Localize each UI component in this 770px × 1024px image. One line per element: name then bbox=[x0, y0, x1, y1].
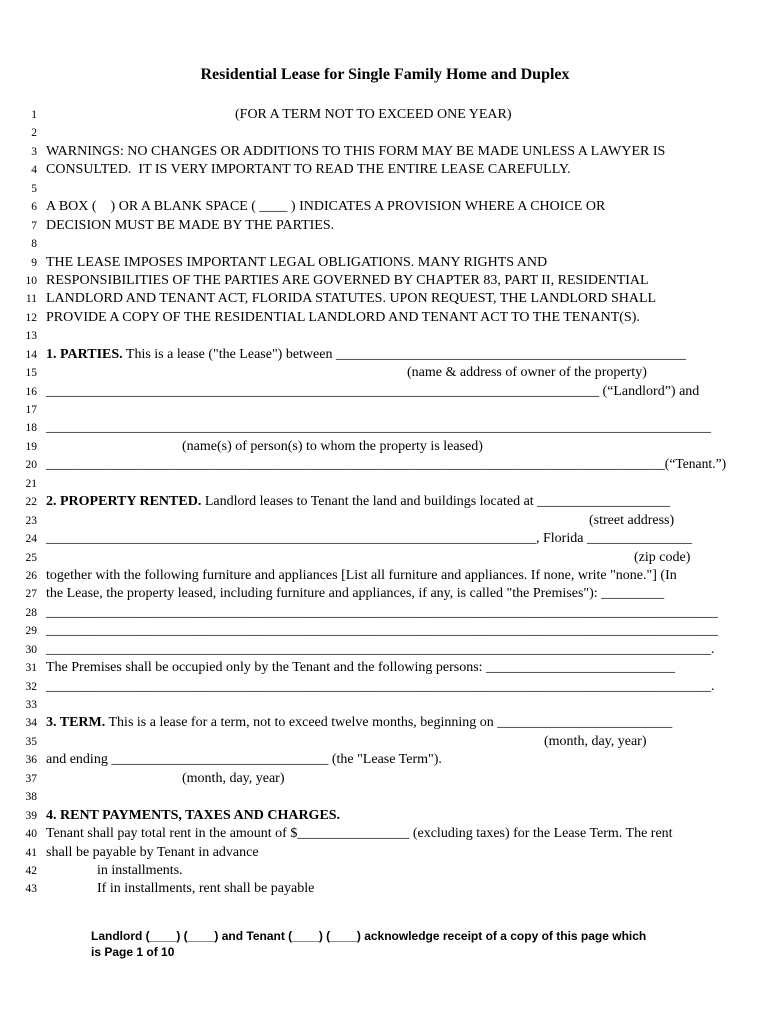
text-segment: ________________________________________________________________________________________________ bbox=[46, 604, 718, 620]
lease-line bbox=[0, 456, 770, 474]
text-segment: _______________________________________________________________________________________________ bbox=[46, 420, 711, 436]
line-text bbox=[46, 309, 640, 327]
line-number: 15 bbox=[25, 367, 37, 380]
document-title: Residential Lease for Single Family Home and Duplex bbox=[200, 66, 570, 83]
lease-line bbox=[0, 825, 770, 843]
lease-line bbox=[0, 475, 770, 493]
line-number: 11 bbox=[25, 293, 37, 306]
lease-line bbox=[0, 604, 770, 622]
line-text bbox=[46, 383, 699, 401]
line-text bbox=[46, 678, 715, 696]
lease-line bbox=[0, 346, 770, 364]
line-number: 34 bbox=[25, 717, 37, 730]
line-number: 9 bbox=[31, 256, 37, 269]
line-number: 14 bbox=[25, 348, 37, 361]
line-text bbox=[46, 825, 673, 843]
line-number: 18 bbox=[25, 422, 37, 435]
line-text bbox=[46, 807, 340, 825]
lease-line bbox=[0, 235, 770, 253]
section-heading: 1. PARTIES. bbox=[46, 346, 123, 362]
line-number: 5 bbox=[31, 182, 37, 195]
lease-line bbox=[0, 290, 770, 308]
line-number: 29 bbox=[25, 625, 37, 638]
text-segment: PROVIDE A COPY OF THE RESIDENTIAL LANDLORD AND TENANT ACT TO THE TENANT(S). bbox=[46, 309, 640, 325]
text-segment: the Lease, the property leased, including furniture and appliances, if any, is called "the Premises"): _________ bbox=[46, 586, 665, 602]
lease-line bbox=[0, 530, 770, 548]
text-segment: A BOX ( ) OR A BLANK SPACE ( ____ ) INDICATES A PROVISION WHERE A CHOICE OR bbox=[46, 199, 606, 215]
lease-line bbox=[0, 807, 770, 825]
line-number: 1 bbox=[31, 109, 37, 121]
line-text bbox=[589, 512, 674, 530]
line-number: 37 bbox=[25, 772, 37, 785]
text-segment: together with the following furniture and appliances [List all furniture and appliances. If none, write "none."] (In bbox=[46, 567, 677, 583]
text-segment: Tenant shall pay total rent in the amount of $________________ (excluding taxes) for the Lease Term. The rent bbox=[46, 826, 673, 842]
line-number: 41 bbox=[25, 846, 37, 859]
line-number: 38 bbox=[25, 791, 37, 804]
lease-line bbox=[0, 272, 770, 290]
line-text bbox=[407, 364, 647, 382]
line-number: 4 bbox=[31, 164, 37, 177]
line-number: 30 bbox=[25, 643, 37, 656]
lease-line bbox=[0, 124, 770, 142]
line-number: 42 bbox=[25, 864, 37, 877]
text-segment: THE LEASE IMPOSES IMPORTANT LEGAL OBLIGATIONS. MANY RIGHTS AND bbox=[46, 254, 548, 270]
line-text bbox=[46, 419, 711, 437]
line-number: 40 bbox=[25, 828, 37, 841]
section-heading: 2. PROPERTY RENTED. bbox=[46, 494, 202, 510]
lease-line bbox=[0, 714, 770, 732]
text-segment: in installments. bbox=[97, 862, 183, 878]
line-text bbox=[182, 438, 483, 456]
lease-line bbox=[0, 254, 770, 272]
text-segment: RESPONSIBILITIES OF THE PARTIES ARE GOVERNED BY CHAPTER 83, PART II, RESIDENTIAL bbox=[46, 272, 649, 288]
text-segment: (month, day, year) bbox=[182, 770, 285, 786]
line-number: 32 bbox=[25, 680, 37, 693]
text-segment: This is a lease for a term, not to exceed twelve months, beginning on _________________________ bbox=[105, 715, 673, 731]
lease-line bbox=[0, 419, 770, 437]
line-number: 39 bbox=[25, 809, 37, 822]
text-segment: _______________________________________________________________________________ (“Landlord”) and bbox=[46, 383, 700, 399]
text-segment: Landlord leases to Tenant the land and buildings located at ___________________ bbox=[201, 494, 671, 510]
text-segment: (street address) bbox=[589, 512, 675, 528]
line-number: 23 bbox=[25, 514, 37, 527]
line-text bbox=[46, 290, 656, 308]
lease-line bbox=[0, 622, 770, 640]
section-heading: 3. TERM. bbox=[46, 715, 106, 731]
footer-page-number: is Page 1 of 10 bbox=[91, 945, 175, 959]
text-segment: (month, day, year) bbox=[544, 733, 647, 749]
line-number: 19 bbox=[25, 440, 37, 453]
line-text bbox=[46, 622, 718, 640]
line-number: 3 bbox=[31, 145, 37, 158]
text-segment: CONSULTED. IT IS VERY IMPORTANT TO READ THE ENTIRE LEASE CAREFULLY. bbox=[46, 162, 571, 178]
line-text bbox=[97, 880, 314, 898]
line-text bbox=[46, 198, 605, 216]
line-text bbox=[544, 733, 647, 751]
line-number: 13 bbox=[25, 330, 37, 343]
lease-body bbox=[0, 106, 770, 899]
lease-line bbox=[0, 309, 770, 327]
line-text bbox=[46, 844, 259, 862]
line-number: 43 bbox=[25, 883, 37, 896]
text-segment: The Premises shall be occupied only by the Tenant and the following persons: ___________________________ bbox=[46, 660, 676, 676]
lease-line bbox=[0, 862, 770, 880]
line-text bbox=[46, 272, 649, 290]
line-number: 20 bbox=[25, 459, 37, 472]
line-text bbox=[182, 770, 285, 788]
line-number: 36 bbox=[25, 754, 37, 767]
line-number: 35 bbox=[25, 735, 37, 748]
line-text bbox=[46, 161, 571, 179]
lease-line bbox=[0, 383, 770, 401]
text-segment: DECISION MUST BE MADE BY THE PARTIES. bbox=[46, 217, 335, 233]
lease-line bbox=[0, 143, 770, 161]
lease-line bbox=[0, 751, 770, 769]
lease-line bbox=[0, 493, 770, 511]
text-segment: (name & address of owner of the property) bbox=[407, 365, 647, 381]
section-heading: 4. RENT PAYMENTS, TAXES AND CHARGES. bbox=[46, 807, 341, 823]
text-segment: If in installments, rent shall be payable bbox=[97, 881, 315, 897]
line-number: 17 bbox=[25, 404, 37, 416]
lease-line bbox=[0, 733, 770, 751]
text-segment: shall be payable by Tenant in advance bbox=[46, 844, 259, 860]
lease-line bbox=[0, 180, 770, 198]
page-footer bbox=[91, 928, 711, 960]
lease-line bbox=[0, 217, 770, 235]
lease-line bbox=[0, 788, 770, 806]
text-segment: LANDLORD AND TENANT ACT, FLORIDA STATUTES. UPON REQUEST, THE LANDLORD SHALL bbox=[46, 291, 657, 307]
lease-line bbox=[0, 880, 770, 898]
lease-line bbox=[0, 585, 770, 603]
line-number: 6 bbox=[31, 201, 37, 214]
line-text bbox=[46, 714, 672, 732]
lease-line bbox=[0, 567, 770, 585]
lease-line bbox=[0, 401, 770, 419]
text-segment: (FOR A TERM NOT TO EXCEED ONE YEAR) bbox=[235, 107, 512, 122]
line-text bbox=[46, 585, 664, 603]
line-number: 25 bbox=[25, 551, 37, 564]
line-number: 28 bbox=[25, 606, 37, 619]
lease-line bbox=[0, 364, 770, 382]
line-number: 2 bbox=[31, 127, 37, 140]
lease-line bbox=[0, 549, 770, 567]
lease-line bbox=[0, 770, 770, 788]
text-segment: (name(s) of person(s) to whom the property is leased) bbox=[182, 438, 483, 454]
line-text bbox=[46, 217, 334, 235]
lease-line bbox=[0, 161, 770, 179]
footer-acknowledgement: Landlord (____) (____) and Tenant (____) (____) acknowledge receipt of a copy of this page which bbox=[91, 929, 647, 943]
line-number: 7 bbox=[31, 219, 37, 232]
text-segment: and ending _______________________________ (the "Lease Term"). bbox=[46, 752, 442, 768]
line-text bbox=[46, 493, 670, 511]
line-text bbox=[46, 530, 692, 548]
line-number: 12 bbox=[25, 311, 37, 324]
text-segment: ________________________________________________________________________________________________ bbox=[46, 623, 718, 639]
lease-line bbox=[0, 327, 770, 345]
line-text bbox=[46, 456, 726, 474]
lease-line bbox=[0, 512, 770, 530]
line-text bbox=[46, 567, 677, 585]
line-text bbox=[46, 641, 715, 659]
text-segment: _______________________________________________________________________________________________. bbox=[46, 678, 715, 694]
line-text bbox=[46, 751, 442, 769]
lease-line bbox=[0, 696, 770, 714]
line-text bbox=[97, 862, 183, 880]
line-text bbox=[46, 346, 686, 364]
lease-line bbox=[0, 678, 770, 696]
line-text bbox=[46, 659, 675, 677]
text-segment: (zip code) bbox=[634, 549, 691, 565]
text-segment: _______________________________________________________________________________________________. bbox=[46, 641, 715, 657]
line-text bbox=[634, 549, 690, 567]
line-number: 27 bbox=[25, 588, 37, 601]
lease-line bbox=[0, 106, 770, 124]
text-segment: ___________________________________________________________________________________________(“Tenant.”) bbox=[46, 457, 727, 473]
line-text bbox=[46, 254, 547, 272]
lease-line bbox=[0, 844, 770, 862]
line-text bbox=[235, 106, 512, 124]
text-segment: WARNINGS: NO CHANGES OR ADDITIONS TO THIS FORM MAY BE MADE UNLESS A LAWYER IS bbox=[46, 143, 666, 159]
line-number: 16 bbox=[25, 385, 37, 398]
lease-line bbox=[0, 198, 770, 216]
text-segment: ______________________________________________________________________, Florida _______________ bbox=[46, 531, 692, 547]
line-number: 24 bbox=[25, 533, 37, 546]
line-number: 8 bbox=[31, 238, 37, 251]
line-number: 21 bbox=[25, 477, 37, 490]
line-number: 33 bbox=[25, 699, 37, 711]
lease-line bbox=[0, 659, 770, 677]
line-number: 22 bbox=[25, 496, 37, 509]
line-text bbox=[46, 143, 665, 161]
line-number: 10 bbox=[25, 274, 37, 287]
line-number: 31 bbox=[25, 662, 37, 675]
lease-line bbox=[0, 438, 770, 456]
lease-line bbox=[0, 641, 770, 659]
text-segment: This is a lease ("the Lease") between __________________________________________________ bbox=[122, 346, 686, 362]
line-number: 26 bbox=[25, 569, 37, 582]
line-text bbox=[46, 604, 718, 622]
